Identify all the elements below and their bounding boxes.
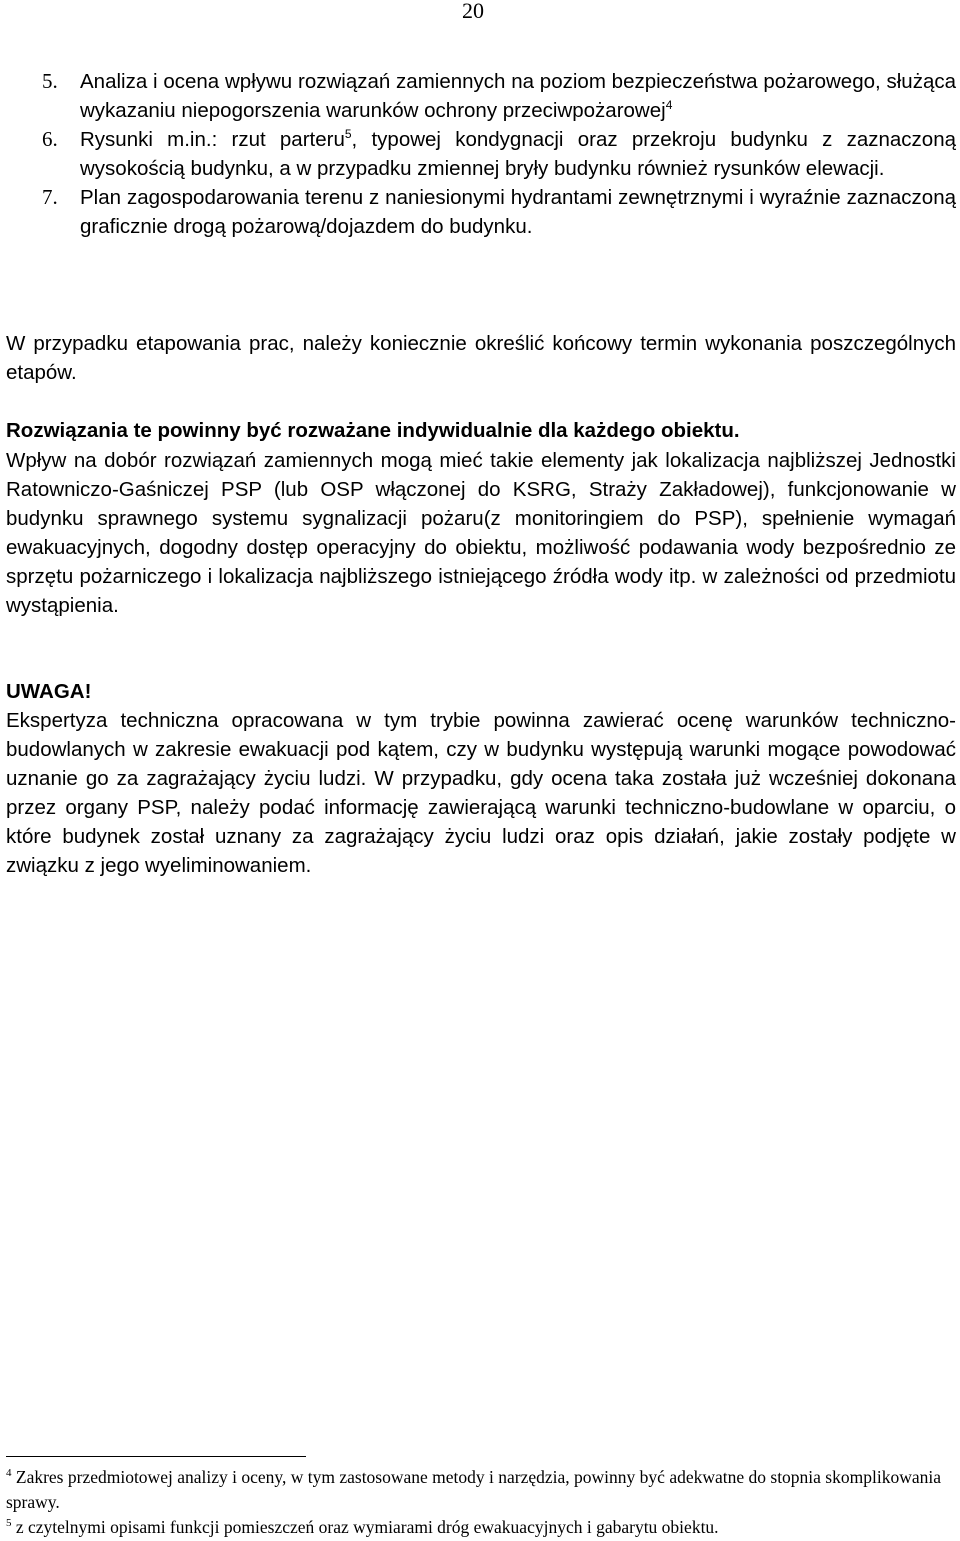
paragraph-warning: Ekspertyza techniczna opracowana w tym trybie powinna zawierać ocenę warunków techniczno-budowlanych w zakresie ewakuacji pod kątem, czy w budynku występują warunki mogące powodować uznanie go za zagrażający życiu ludzi. W przypadku, gdy ocena taka została już wcześniej dokonana przez organy PSP, należy podać informację zawierającą warunki techniczno-budowlane w oparciu, o które budynek został uznany za zagrażający życiu ludzi oraz opis działań, jakie zostały podjęte w związku z jego wyeliminowaniem. [6,709,956,877]
footnote-number: 5 [6,1517,12,1530]
paragraph-influence: Wpływ na dobór rozwiązań zamiennych mogą mieć takie elementy jak lokalizacja najbliższej Jednostki Ratowniczo-Gaśniczej PSP (lub OSP włączonej do KSRG, Straży Zakładowej), funkcjonowanie w budynku sprawnego systemu sygnalizacji pożaru(z monitoringiem do PSP), spełnienie wymagań ewakuacyjnych, dogodny dostęp operacyjny do obiektu, możliwość podawania wody bezpośrednio ze sprzętu pożarniczego i lokalizacja najbliższego istniejącego źródła wody itp. w zależności od przedmiotu wystąpienia. [6,449,956,617]
list-item-number: 7. [42,185,58,209]
footnote-ref: 5 [344,127,352,142]
list-item-content: Rysunki m.in.: rzut parteru [80,128,345,151]
footnote-divider [6,1456,306,1457]
warning-heading: UWAGA! [6,680,92,703]
paragraph-staging: W przypadku etapowania prac, należy koniecznie określić końcowy termin wykonania poszczególnych etapów. [6,332,956,384]
list-item-content: Plan zagospodarowania terenu z naniesionymi hydrantami zewnętrznymi i wyraźnie zaznaczoną graficznie drogą pożarową/dojazdem do budynku. [80,186,956,238]
list-item [42,67,956,125]
requirements-list [42,67,956,241]
footnote [6,1515,956,1540]
list-item-text [80,125,956,183]
footnote-number: 4 [6,1467,12,1480]
footnote-text: z czytelnymi opisami funkcji pomieszczeń oraz wymiarami dróg ewakuacyjnych i gabarytu obiektu. [15,1517,719,1537]
bold-notice: Rozwiązania te powinny być rozważane indywidualnie dla każdego obiektu. [6,419,740,442]
list-item [42,183,956,241]
footnotes [6,1465,956,1540]
footnote [6,1465,956,1515]
list-item-text [80,67,956,125]
list-item-content: Analiza i ocena wpływu rozwiązań zamiennych na poziom bezpieczeństwa pożarowego, służąca wykazaniu niepogorszenia warunków ochrony przeciwpożarowej [80,70,956,122]
list-item [42,125,956,183]
page-number: 20 [462,0,484,23]
list-item-content-continued: , typowej kondygnacji oraz przekroju budynku z zaznaczoną wysokością budynku, a w przypadku zmiennej bryły budynku również rysunków elewacji. [80,128,956,180]
list-item-number: 5. [42,69,58,93]
footnote-ref: 4 [665,98,673,113]
list-item-number: 6. [42,127,58,151]
footnote-text: Zakres przedmiotowej analizy i oceny, w tym zastosowane metody i narzędzia, powinny być adekwatne do stopnia skomplikowania sprawy. [6,1467,941,1512]
